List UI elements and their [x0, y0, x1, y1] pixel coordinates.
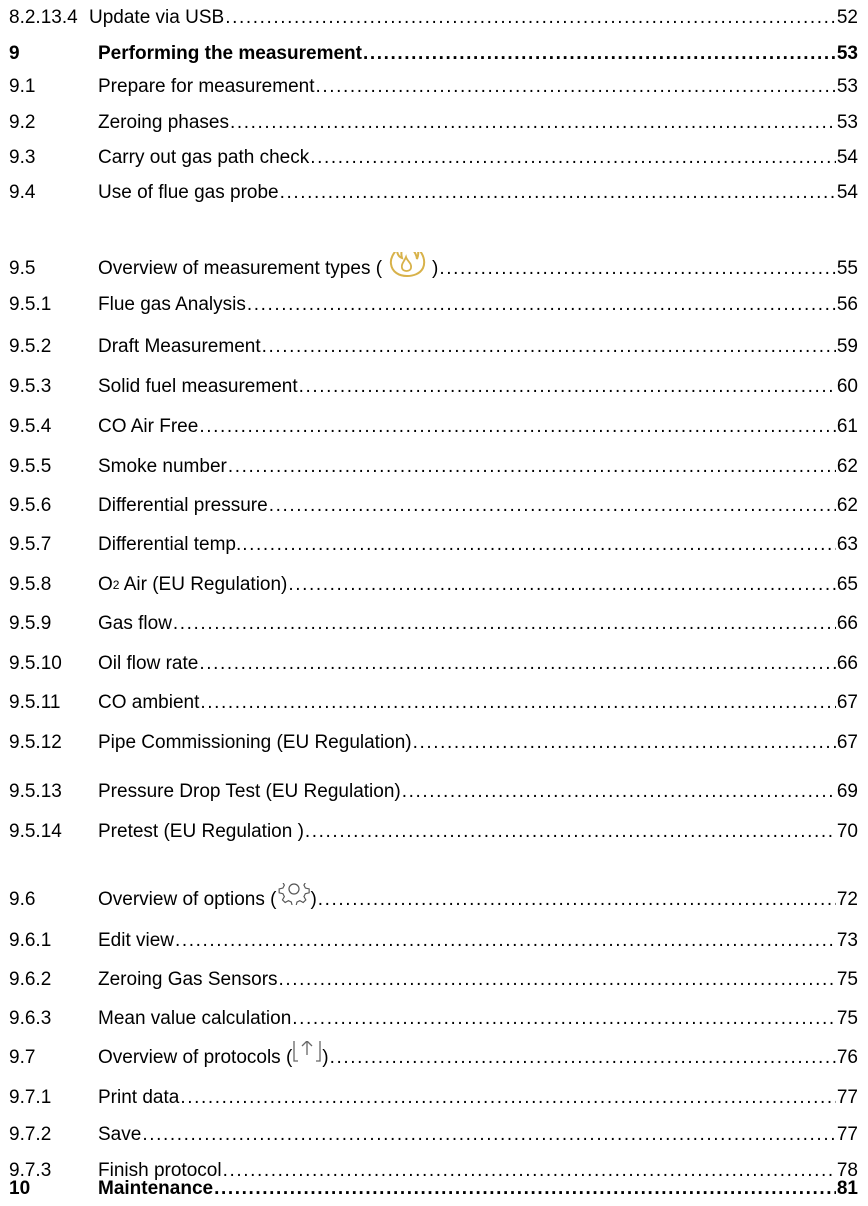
toc-entry-page: 60 — [836, 376, 858, 397]
toc-entry-page: 62 — [836, 495, 858, 516]
toc-entry-number: 9.5.11 — [9, 692, 61, 713]
toc-entry-page: 66 — [836, 613, 858, 634]
toc-entry-page: 66 — [836, 653, 858, 674]
gear-icon — [278, 883, 310, 905]
toc-entry-title — [98, 1041, 329, 1075]
toc-entry-title: CO ambient — [98, 692, 200, 713]
dot-leader — [292, 1002, 836, 1036]
toc-entry-9-1[interactable] — [9, 70, 858, 104]
toc-entry-page: 72 — [836, 889, 858, 910]
dot-leader — [262, 330, 836, 364]
dot-leader — [280, 176, 836, 210]
toc-entry-title: Pretest (EU Regulation ) — [98, 821, 304, 842]
toc-entry-number: 9.7.1 — [9, 1087, 52, 1108]
toc-entry-9-6-1[interactable] — [9, 924, 858, 958]
toc-entry-page: 54 — [836, 182, 858, 203]
toc-entry-title: Smoke number — [98, 456, 227, 477]
toc-entry-title: Gas flow — [98, 613, 172, 634]
dot-leader — [199, 647, 836, 681]
toc-entry-9-5-13[interactable] — [9, 775, 858, 809]
toc-entry-title: Differential temp. — [98, 534, 242, 555]
toc-entry-page: 65 — [836, 574, 858, 595]
toc-entry-page: 75 — [836, 1008, 858, 1029]
toc-entry-title: Prepare for measurement — [98, 76, 315, 97]
toc-entry-title-text: O — [98, 574, 113, 595]
toc-entry-title: Save — [98, 1124, 142, 1145]
toc-entry-page: 56 — [836, 294, 858, 315]
toc-entry-number: 9.5.10 — [9, 653, 62, 674]
toc-entry-title-text: Air (EU Regulation) — [119, 574, 288, 595]
toc-entry-9-5-14[interactable] — [9, 815, 858, 849]
toc-entry-title: Zeroing Gas Sensors — [98, 969, 278, 990]
toc-entry-title: Oil flow rate — [98, 653, 199, 674]
dot-leader — [310, 141, 836, 175]
toc-entry-number: 9.5.1 — [9, 294, 52, 315]
toc-entry-page: 61 — [836, 416, 858, 437]
toc-entry-title-text: ) — [310, 889, 317, 910]
toc-entry-page: 75 — [836, 969, 858, 990]
toc-entry-number: 9.5.9 — [9, 613, 52, 634]
toc-entry-number: 9.5.8 — [9, 574, 52, 595]
toc-entry-number: 9.5.6 — [9, 495, 52, 516]
toc-entry-number: 9.3 — [9, 147, 36, 168]
toc-entry-number: 9.5.13 — [9, 781, 62, 802]
toc-entry-page: 77 — [836, 1124, 858, 1145]
toc-entry-9-5-5[interactable] — [9, 450, 858, 484]
toc-entry-page: 69 — [836, 781, 858, 802]
toc-entry-number: 9.5.2 — [9, 336, 52, 357]
toc-entry-9-5-10[interactable] — [9, 647, 858, 681]
toc-entry-number: 9.5.12 — [9, 732, 62, 753]
toc-entry-number: 9.6.2 — [9, 969, 52, 990]
toc-entry-title: Flue gas Analysis — [98, 294, 246, 315]
dot-leader — [439, 252, 835, 286]
toc-entry-9-5-6[interactable] — [9, 489, 858, 523]
toc-entry-number: 9.5.14 — [9, 821, 62, 842]
toc-entry-page: 73 — [836, 930, 858, 951]
toc-entry-page: 53 — [836, 112, 858, 133]
toc-entry-title: Pressure Drop Test (EU Regulation) — [98, 781, 401, 802]
dot-leader — [318, 883, 836, 917]
dot-leader — [230, 106, 836, 140]
toc-entry-9[interactable] — [9, 37, 858, 71]
toc-entry-9-5-2[interactable] — [9, 330, 858, 364]
toc-entry-title: Performing the measurement — [98, 43, 362, 64]
dot-leader — [199, 410, 836, 444]
dot-leader — [214, 1172, 836, 1206]
toc-entry-number: 9.5.5 — [9, 456, 52, 477]
dot-leader — [402, 775, 836, 809]
toc-entry-9-7-1[interactable] — [9, 1081, 858, 1115]
toc-entry-number: 9.7.3 — [9, 1160, 52, 1181]
toc-entry-9-7-2[interactable] — [9, 1118, 858, 1152]
dot-leader — [330, 1041, 836, 1075]
toc-entry-number: 9.4 — [9, 182, 36, 203]
toc-entry-number: 9.6.3 — [9, 1008, 52, 1029]
toc-entry-9-6-3[interactable] — [9, 1002, 858, 1036]
subscript: 2 — [112, 578, 120, 592]
toc-entry-page: 78 — [836, 1160, 858, 1181]
dot-leader — [228, 450, 836, 484]
toc-entry-10[interactable] — [9, 1172, 858, 1206]
toc-entry-number: 9.6.1 — [9, 930, 52, 951]
toc-entry-title — [98, 252, 438, 286]
dot-leader — [305, 815, 836, 849]
toc-entry-title: Draft Measurement — [98, 336, 261, 357]
toc-entry-title: Maintenance — [98, 1178, 214, 1199]
toc-entry-page: 70 — [836, 821, 858, 842]
toc-entry-page: 67 — [836, 692, 858, 713]
toc-entry-9-5-12[interactable] — [9, 726, 858, 760]
toc-entry-9-5-4[interactable] — [9, 410, 858, 444]
toc-entry-number: 9.6 — [9, 889, 36, 910]
toc-entry-number: 10 — [9, 1178, 31, 1199]
toc-entry-number: 9.1 — [9, 76, 36, 97]
toc-entry-page: 81 — [836, 1178, 858, 1199]
toc-entry-9-5-8[interactable] — [9, 568, 858, 602]
toc-entry-page: 53 — [836, 76, 858, 97]
dot-leader — [413, 726, 836, 760]
dot-leader — [299, 370, 836, 404]
toc-entry-9-5-11[interactable] — [9, 686, 858, 720]
toc-entry-title: Differential pressure — [98, 495, 268, 516]
toc-entry-number: 9.5.3 — [9, 376, 52, 397]
toc-entry-9-7[interactable] — [9, 1041, 858, 1075]
dot-leader — [288, 568, 835, 602]
toc-entry-title: Zeroing phases — [98, 112, 229, 133]
toc-entry-number: 9.2 — [9, 112, 36, 133]
toc-entry-title: Solid fuel measurement — [98, 376, 298, 397]
toc-entry-page: 55 — [836, 258, 858, 279]
toc-entry-9-5-1[interactable] — [9, 288, 858, 322]
toc-entry-9-2[interactable] — [9, 106, 858, 140]
toc-entry-number: 8.2.13.4 — [9, 7, 78, 28]
toc-entry-number: 9.5.4 — [9, 416, 52, 437]
toc-entry-page: 62 — [836, 456, 858, 477]
toc-entry-9-3[interactable] — [9, 141, 858, 175]
toc-entry-title: Pipe Commissioning (EU Regulation) — [98, 732, 412, 753]
toc-entry-page: 76 — [836, 1047, 858, 1068]
dot-leader — [173, 607, 836, 641]
dot-leader — [225, 1, 836, 35]
toc-entry-number: 9.7.2 — [9, 1124, 52, 1145]
dot-leader — [242, 528, 836, 562]
toc-entry-page: 53 — [836, 43, 858, 64]
toc-entry-title: Update via USB — [89, 7, 225, 28]
toc-entry-title: Edit view — [98, 930, 175, 951]
flame-icon — [386, 252, 428, 277]
toc-entry-title-text: ) — [432, 258, 439, 279]
toc-entry-title: Mean value calculation — [98, 1008, 292, 1029]
dot-leader — [180, 1081, 836, 1115]
toc-entry-9-6[interactable] — [9, 883, 858, 917]
dot-leader — [175, 924, 836, 958]
toc-entry-page: 63 — [836, 534, 858, 555]
toc-entry-page: 59 — [836, 336, 858, 357]
toc-entry-8-2-13-4[interactable] — [9, 1, 858, 35]
toc-entry-title: Use of flue gas probe — [98, 182, 279, 203]
upload-bracket-icon — [292, 1041, 322, 1063]
dot-leader — [247, 288, 836, 322]
toc-entry-title: Carry out gas path check — [98, 147, 310, 168]
dot-leader — [279, 963, 836, 997]
dot-leader — [363, 37, 836, 71]
toc-entry-title: Print data — [98, 1087, 180, 1108]
toc-entry-title-text: Overview of measurement types ( — [98, 258, 383, 279]
toc-entry-9-4[interactable] — [9, 176, 858, 210]
toc-entry-page: 67 — [836, 732, 858, 753]
toc-entry-title-text: ) — [322, 1047, 329, 1068]
toc-entry-title: Finish protocol — [98, 1160, 222, 1181]
toc-entry-number: 9 — [9, 43, 20, 64]
toc-entry-number: 9.7 — [9, 1047, 36, 1068]
toc-entry-title-text: Overview of options ( — [98, 889, 277, 910]
toc-entry-9-5[interactable] — [9, 252, 858, 286]
toc-entry-page: 77 — [836, 1087, 858, 1108]
toc-entry-title-text: Overview of protocols ( — [98, 1047, 293, 1068]
dot-leader — [142, 1118, 836, 1152]
toc-entry-9-5-7[interactable] — [9, 528, 858, 562]
toc-entry-9-5-9[interactable] — [9, 607, 858, 641]
toc-entry-title: CO Air Free — [98, 416, 199, 437]
toc-entry-page: 52 — [836, 7, 858, 28]
dot-leader — [316, 70, 836, 104]
toc-entry-9-6-2[interactable] — [9, 963, 858, 997]
toc-entry-number: 9.5.7 — [9, 534, 52, 555]
dot-leader — [269, 489, 836, 523]
toc-entry-title — [98, 883, 317, 917]
toc-entry-number: 9.5 — [9, 258, 36, 279]
toc-entry-page: 54 — [836, 147, 858, 168]
toc-entry-title — [98, 568, 287, 602]
dot-leader — [200, 686, 835, 720]
toc-entry-9-5-3[interactable] — [9, 370, 858, 404]
